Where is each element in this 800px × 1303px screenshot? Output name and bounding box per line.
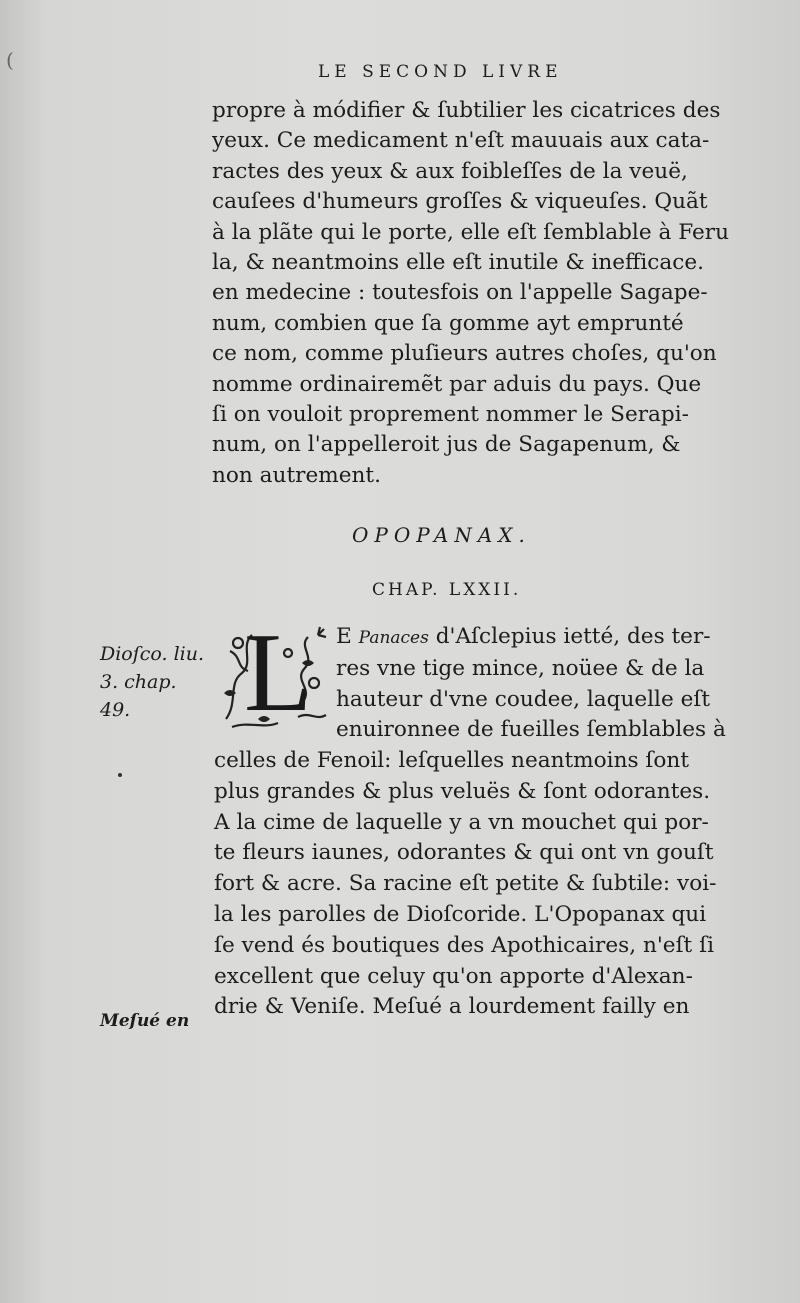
text-line: plus grandes & plus veluës & ſont odorantes. bbox=[214, 778, 711, 804]
paragraph-2-opening bbox=[336, 622, 746, 746]
text-line: propre à módifier & ſubtilier les cicatrices des bbox=[212, 98, 721, 123]
text-line: num, on l'appelleroit jus de Sagapenum, & bbox=[212, 432, 681, 458]
text-line: non autrement. bbox=[212, 462, 381, 488]
text-line: hauteur d'vne coudee, laquelle eſt bbox=[336, 686, 711, 712]
margin-dot bbox=[118, 773, 122, 777]
running-head: LE SECOND LIVRE bbox=[318, 62, 563, 82]
text-line: la les parolles de Dioſcoride. L'Opopanax qui bbox=[214, 901, 707, 927]
paragraph-2 bbox=[214, 746, 746, 1023]
text-segment: d'Aſclepius ietté, des ter- bbox=[428, 624, 711, 649]
dropcap-letter: L bbox=[244, 611, 313, 735]
text-line: enuironnee de fueilles ſemblables à bbox=[336, 717, 726, 743]
decorated-initial bbox=[218, 611, 332, 735]
text-line: cauſees d'humeurs groſſes & viqueuſes. Quãt bbox=[212, 189, 708, 215]
text-line: te fleurs iaunes, odorantes & qui ont vn gouſt bbox=[214, 840, 714, 866]
page-edge-mark: ( bbox=[6, 48, 14, 72]
paragraph-1 bbox=[212, 96, 742, 491]
text-line: yeux. Ce medicament n'eſt mauuais aux cata- bbox=[212, 128, 710, 154]
text-line: fort & acre. Sa racine eſt petite & ſubtile: voi- bbox=[214, 871, 717, 897]
text-line: num, combien que ſa gomme ayt emprunté bbox=[212, 310, 684, 336]
text-line: res vne tige mince, noüee & de la bbox=[336, 655, 705, 681]
text-line: drie & Veniſe. Meſué a lourdement failly en bbox=[214, 994, 690, 1020]
section-title: OPOPANAX. bbox=[352, 523, 531, 547]
margin-note-line: 49. bbox=[100, 699, 131, 721]
margin-note-line: Dioſco. liu. bbox=[100, 643, 205, 665]
margin-note-reference bbox=[100, 640, 210, 724]
first-word: E bbox=[336, 624, 352, 649]
text-line: ractes des yeux & aux foibleſſes de la veuë, bbox=[212, 158, 688, 184]
margin-note-mesue: Meſué en bbox=[100, 1011, 190, 1031]
text-line: ſi on vouloit proprement nommer le Serapi- bbox=[212, 402, 689, 428]
text-line: celles de Fenoil: leſquelles neantmoins ſont bbox=[214, 748, 689, 773]
text-line: A la cime de laquelle y a vn mouchet qui por- bbox=[214, 809, 709, 835]
text-line: nomme ordinairemẽt par aduis du pays. Que bbox=[212, 371, 702, 397]
plant-name: Panaces bbox=[358, 628, 429, 648]
text-line bbox=[336, 622, 746, 654]
chapter-title: CHAP. LXXII. bbox=[372, 580, 522, 600]
text-line: la, & neantmoins elle eſt inutile & inefficace. bbox=[212, 250, 705, 276]
text-line: ſe vend és boutiques des Apothicaires, n'eſt ſi bbox=[214, 932, 714, 958]
text-line: excellent que celuy qu'on apporte d'Alexan- bbox=[214, 963, 693, 989]
text-line: à la plãte qui le porte, elle eſt ſemblable à Feru bbox=[212, 219, 730, 245]
margin-note-line: 3. chap. bbox=[100, 671, 177, 693]
text-line: ce nom, comme pluſieurs autres choſes, qu'on bbox=[212, 341, 717, 367]
text-line: en medecine : toutesfois on l'appelle Sagape- bbox=[212, 280, 708, 306]
